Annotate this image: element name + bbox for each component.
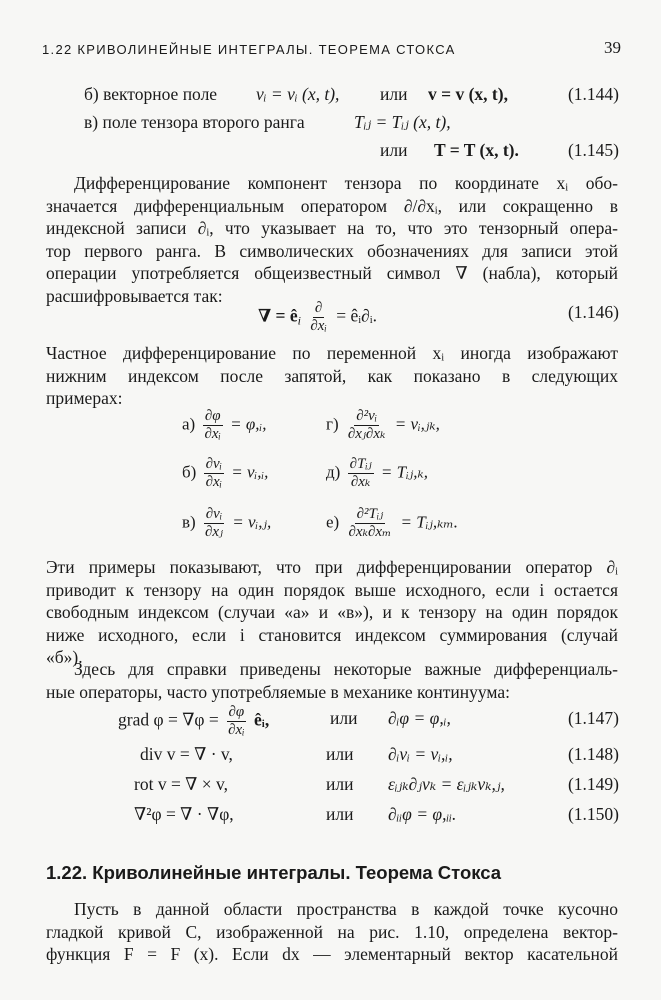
text-line: примерах: <box>46 388 123 408</box>
example-label: б) <box>182 462 197 482</box>
example-g <box>326 408 440 443</box>
text-line: операции употребляется общеизвестный символ ∇ (набла), который <box>46 263 618 283</box>
eq-1148-or: или <box>326 744 354 764</box>
example-label: д) <box>326 462 341 482</box>
example-fraction <box>203 506 225 541</box>
paragraph-stokes-intro <box>46 898 618 966</box>
section-heading: 1.22. Криволинейные интегралы. Теорема Стокса <box>46 862 502 883</box>
text-line: расшифровывается так: <box>46 285 223 306</box>
eq-1148-left: div v = ∇ · v, <box>140 744 233 764</box>
operator-definition: grad φ = ∇φ = <box>118 709 219 730</box>
eq-1146-number: (1.146) <box>567 302 619 322</box>
text-line: Частное дифференцирование по переменной xᵢ иногда изображают <box>46 343 618 363</box>
example-e <box>326 506 458 541</box>
example-result: = Tᵢⱼ,ₖₘ. <box>400 512 459 532</box>
example-fraction <box>346 408 388 443</box>
eq-1149-left: rot v = ∇ × v, <box>134 774 229 794</box>
eq-1149-number: (1.149) <box>567 774 619 794</box>
text-line: свободным индексом (случаи «а» и «в»), и к тензору на один порядок <box>46 602 618 622</box>
operator-fraction <box>226 704 246 739</box>
text-line: тор первого ранга. В символических обозначениях для записи этой <box>46 240 618 261</box>
eq-1147-left <box>118 704 269 739</box>
text-line: Пусть в данной области пространства в каждой точке кусочно <box>74 899 618 919</box>
fraction-numerator: ∂φ <box>204 408 221 424</box>
eq-1144-number: (1.144) <box>567 84 619 104</box>
eq-1146-rhs: = êᵢ∂ᵢ. <box>336 305 377 326</box>
eq-1150-left: ∇²φ = ∇ · ∇φ, <box>134 804 234 824</box>
eq-1144-right: v = v (x, t), <box>428 84 508 104</box>
eq-1150-number: (1.150) <box>567 804 619 824</box>
text-line: «б»). <box>46 647 83 667</box>
text-line: Дифференцирование компонент тензора по координате xᵢ обо- <box>74 173 618 193</box>
fraction-denominator: ∂xₖ∂xₘ <box>348 524 392 540</box>
example-label: е) <box>326 512 340 532</box>
eq-1144-or: или <box>380 84 408 104</box>
fraction-numerator: ∂Tᵢⱼ <box>349 456 372 472</box>
fraction-denominator: ∂xⱼ∂xₖ <box>347 426 386 442</box>
text-line: ниже исходного, если i становится индексом суммирования (случай <box>46 624 618 645</box>
eq-1148-number: (1.148) <box>567 744 619 764</box>
eq-1144-label: б) векторное поле <box>84 84 218 104</box>
eq-1147-right: ∂ᵢφ = φ,ᵢ, <box>388 708 451 728</box>
basis-vector: êᵢ, <box>253 709 270 730</box>
eq-1146-formula <box>258 300 377 335</box>
eq-1145-left: Tᵢⱼ = Tᵢⱼ (x, t), <box>354 112 451 132</box>
running-title: 1.22 КРИВОЛИНЕЙНЫЕ ИНТЕГРАЛЫ. ТЕОРЕМА СТОКСА <box>42 42 456 57</box>
fraction-denominator: ∂xₖ <box>350 474 371 490</box>
example-fraction <box>348 456 374 491</box>
fraction-numerator: ∂²Tᵢⱼ <box>356 506 384 522</box>
eq-1144-left: vᵢ = vᵢ (x, t), <box>256 84 340 104</box>
fraction-denominator: ∂xᵢ <box>228 722 245 738</box>
text-line: гладкой кривой C, изображенной на рис. 1.10, определена вектор- <box>46 921 618 942</box>
example-label: в) <box>182 512 196 532</box>
fraction-denominator: ∂xᵢ <box>205 474 223 490</box>
example-result: = vᵢ,ⱼ, <box>232 512 272 532</box>
example-result: = Tᵢⱼ,ₖ, <box>380 462 428 482</box>
paragraph-examples-explanation <box>46 556 618 669</box>
fraction-denominator: ∂xⱼ <box>204 524 223 540</box>
paragraph-operators-intro <box>46 658 618 703</box>
text-line: Эти примеры показывают, что при дифференцировании оператор ∂ᵢ <box>46 557 618 577</box>
eq-1145-label: в) поле тензора второго ранга <box>84 112 305 132</box>
eq-1149-or: или <box>326 774 354 794</box>
eq-1149-right: εᵢⱼₖ∂ⱼvₖ = εᵢⱼₖvₖ,ⱼ, <box>388 774 505 794</box>
example-d <box>326 456 428 491</box>
page-number: 39 <box>604 38 621 57</box>
eq-1146-lhs: ∇ = ê <box>258 305 298 326</box>
eq-1147-number: (1.147) <box>567 708 619 728</box>
example-fraction <box>202 408 222 443</box>
example-result: = φ,ᵢ, <box>230 414 267 434</box>
eq-1145-or: или <box>380 140 408 160</box>
example-a <box>182 408 267 443</box>
example-fraction <box>204 456 224 491</box>
text-line: нижним индексом после запятой, как показано в следующих <box>46 365 618 386</box>
fraction-denominator: ∂xᵢ <box>310 318 327 334</box>
paragraph-partial-notation <box>46 342 618 410</box>
example-result: = vᵢ,ᵢ, <box>231 462 269 482</box>
eq-1150-right: ∂ᵢᵢφ = φ,ᵢᵢ. <box>388 804 457 824</box>
fraction-numerator: ∂vᵢ <box>205 506 223 522</box>
eq-1148-right: ∂ᵢvᵢ = vᵢ,ᵢ, <box>388 744 453 764</box>
text-line: ные операторы, часто употребляемые в механике континуума: <box>46 681 510 702</box>
eq-1146-fraction <box>308 300 328 335</box>
text-line: Здесь для справки приведены некоторые важные дифференциаль- <box>74 659 618 679</box>
text-line: приводит к тензору на один порядок выше исходного, если i остается <box>46 579 618 600</box>
eq-1146-sub: i <box>297 313 302 328</box>
example-label: г) <box>326 414 339 434</box>
example-result: = vᵢ,ⱼₖ, <box>394 414 440 434</box>
eq-1145-right: T = T (x, t). <box>434 140 519 160</box>
eq-1147-or: или <box>330 708 358 728</box>
fraction-numerator: ∂vᵢ <box>205 456 223 472</box>
fraction-numerator: ∂ <box>314 300 323 316</box>
fraction-numerator: ∂φ <box>228 704 245 720</box>
example-fraction <box>346 506 393 541</box>
eq-1145-number: (1.145) <box>567 140 619 160</box>
example-label: а) <box>182 414 196 434</box>
text-line: значается дифференциальным оператором ∂/∂xᵢ, или сокращенно в <box>46 195 618 216</box>
example-b <box>182 456 268 491</box>
paragraph-tensor-differentiation <box>46 172 618 307</box>
example-c <box>182 506 271 541</box>
fraction-denominator: ∂xᵢ <box>204 426 221 442</box>
eq-1150-or: или <box>326 804 354 824</box>
text-line: индексной записи ∂ᵢ, что указывает на то, что это тензорный опера- <box>46 218 618 238</box>
text-line: функция F = F (x). Если dx — элементарный вектор касательной <box>46 944 618 964</box>
fraction-numerator: ∂²vᵢ <box>356 408 378 424</box>
